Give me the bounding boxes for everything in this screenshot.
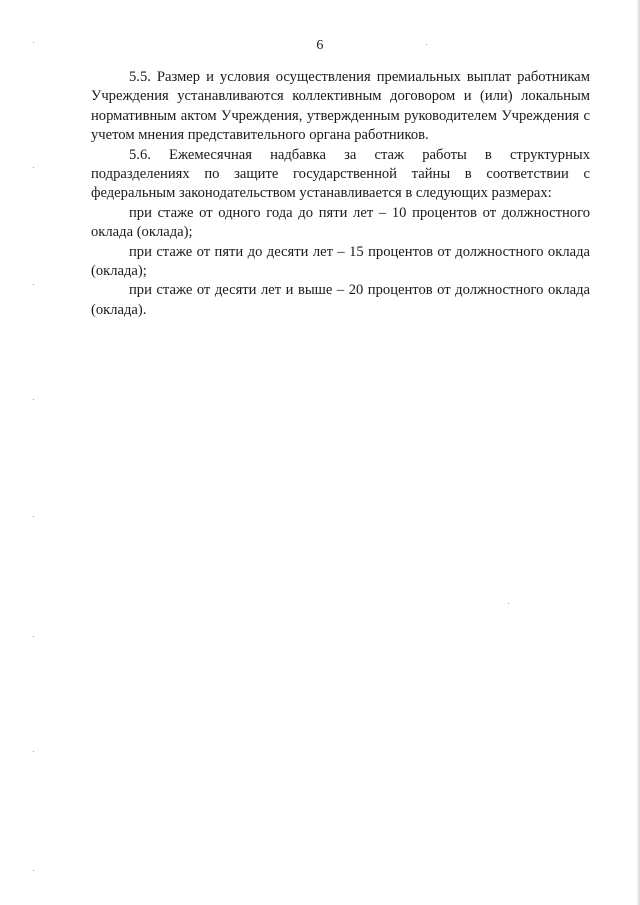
- page-number: 6: [316, 38, 324, 53]
- scan-speck: [33, 516, 34, 517]
- list-item-tier-1: при стаже от одного года до пяти лет – 10 процентов от должностного оклада (оклада);: [91, 204, 590, 241]
- scan-speck: [33, 284, 34, 285]
- paragraph-5-5: 5.5. Размер и условия осуществления премиальных выплат работникам Учреждения устанавливаются коллективным договором и (или) локальным нормативным актом Учреждения, утвержденным руководителем Учреждения с учетом мнения представительного органа работников.: [91, 69, 590, 144]
- list-item-tier-2: при стаже от пяти до десяти лет – 15 процентов от должностного оклада (оклада);: [91, 243, 590, 280]
- scan-speck: [33, 870, 34, 871]
- scan-speck: [508, 603, 509, 604]
- paragraph-5-6: 5.6. Ежемесячная надбавка за стаж работы в структурных подразделениях по защите государственной тайны в соответствии с федеральным законодательством устанавливается в следующих размерах:: [91, 146, 590, 202]
- scan-speck: [33, 636, 34, 637]
- scan-speck: [33, 167, 34, 168]
- list-item-tier-3: при стаже от десяти лет и выше – 20 процентов от должностного оклада (оклада).: [91, 282, 590, 318]
- scan-speck: [33, 42, 34, 43]
- document-body: [91, 68, 590, 320]
- scan-speck: [33, 399, 34, 400]
- scan-speck: [426, 44, 427, 45]
- scan-speck: [33, 751, 34, 752]
